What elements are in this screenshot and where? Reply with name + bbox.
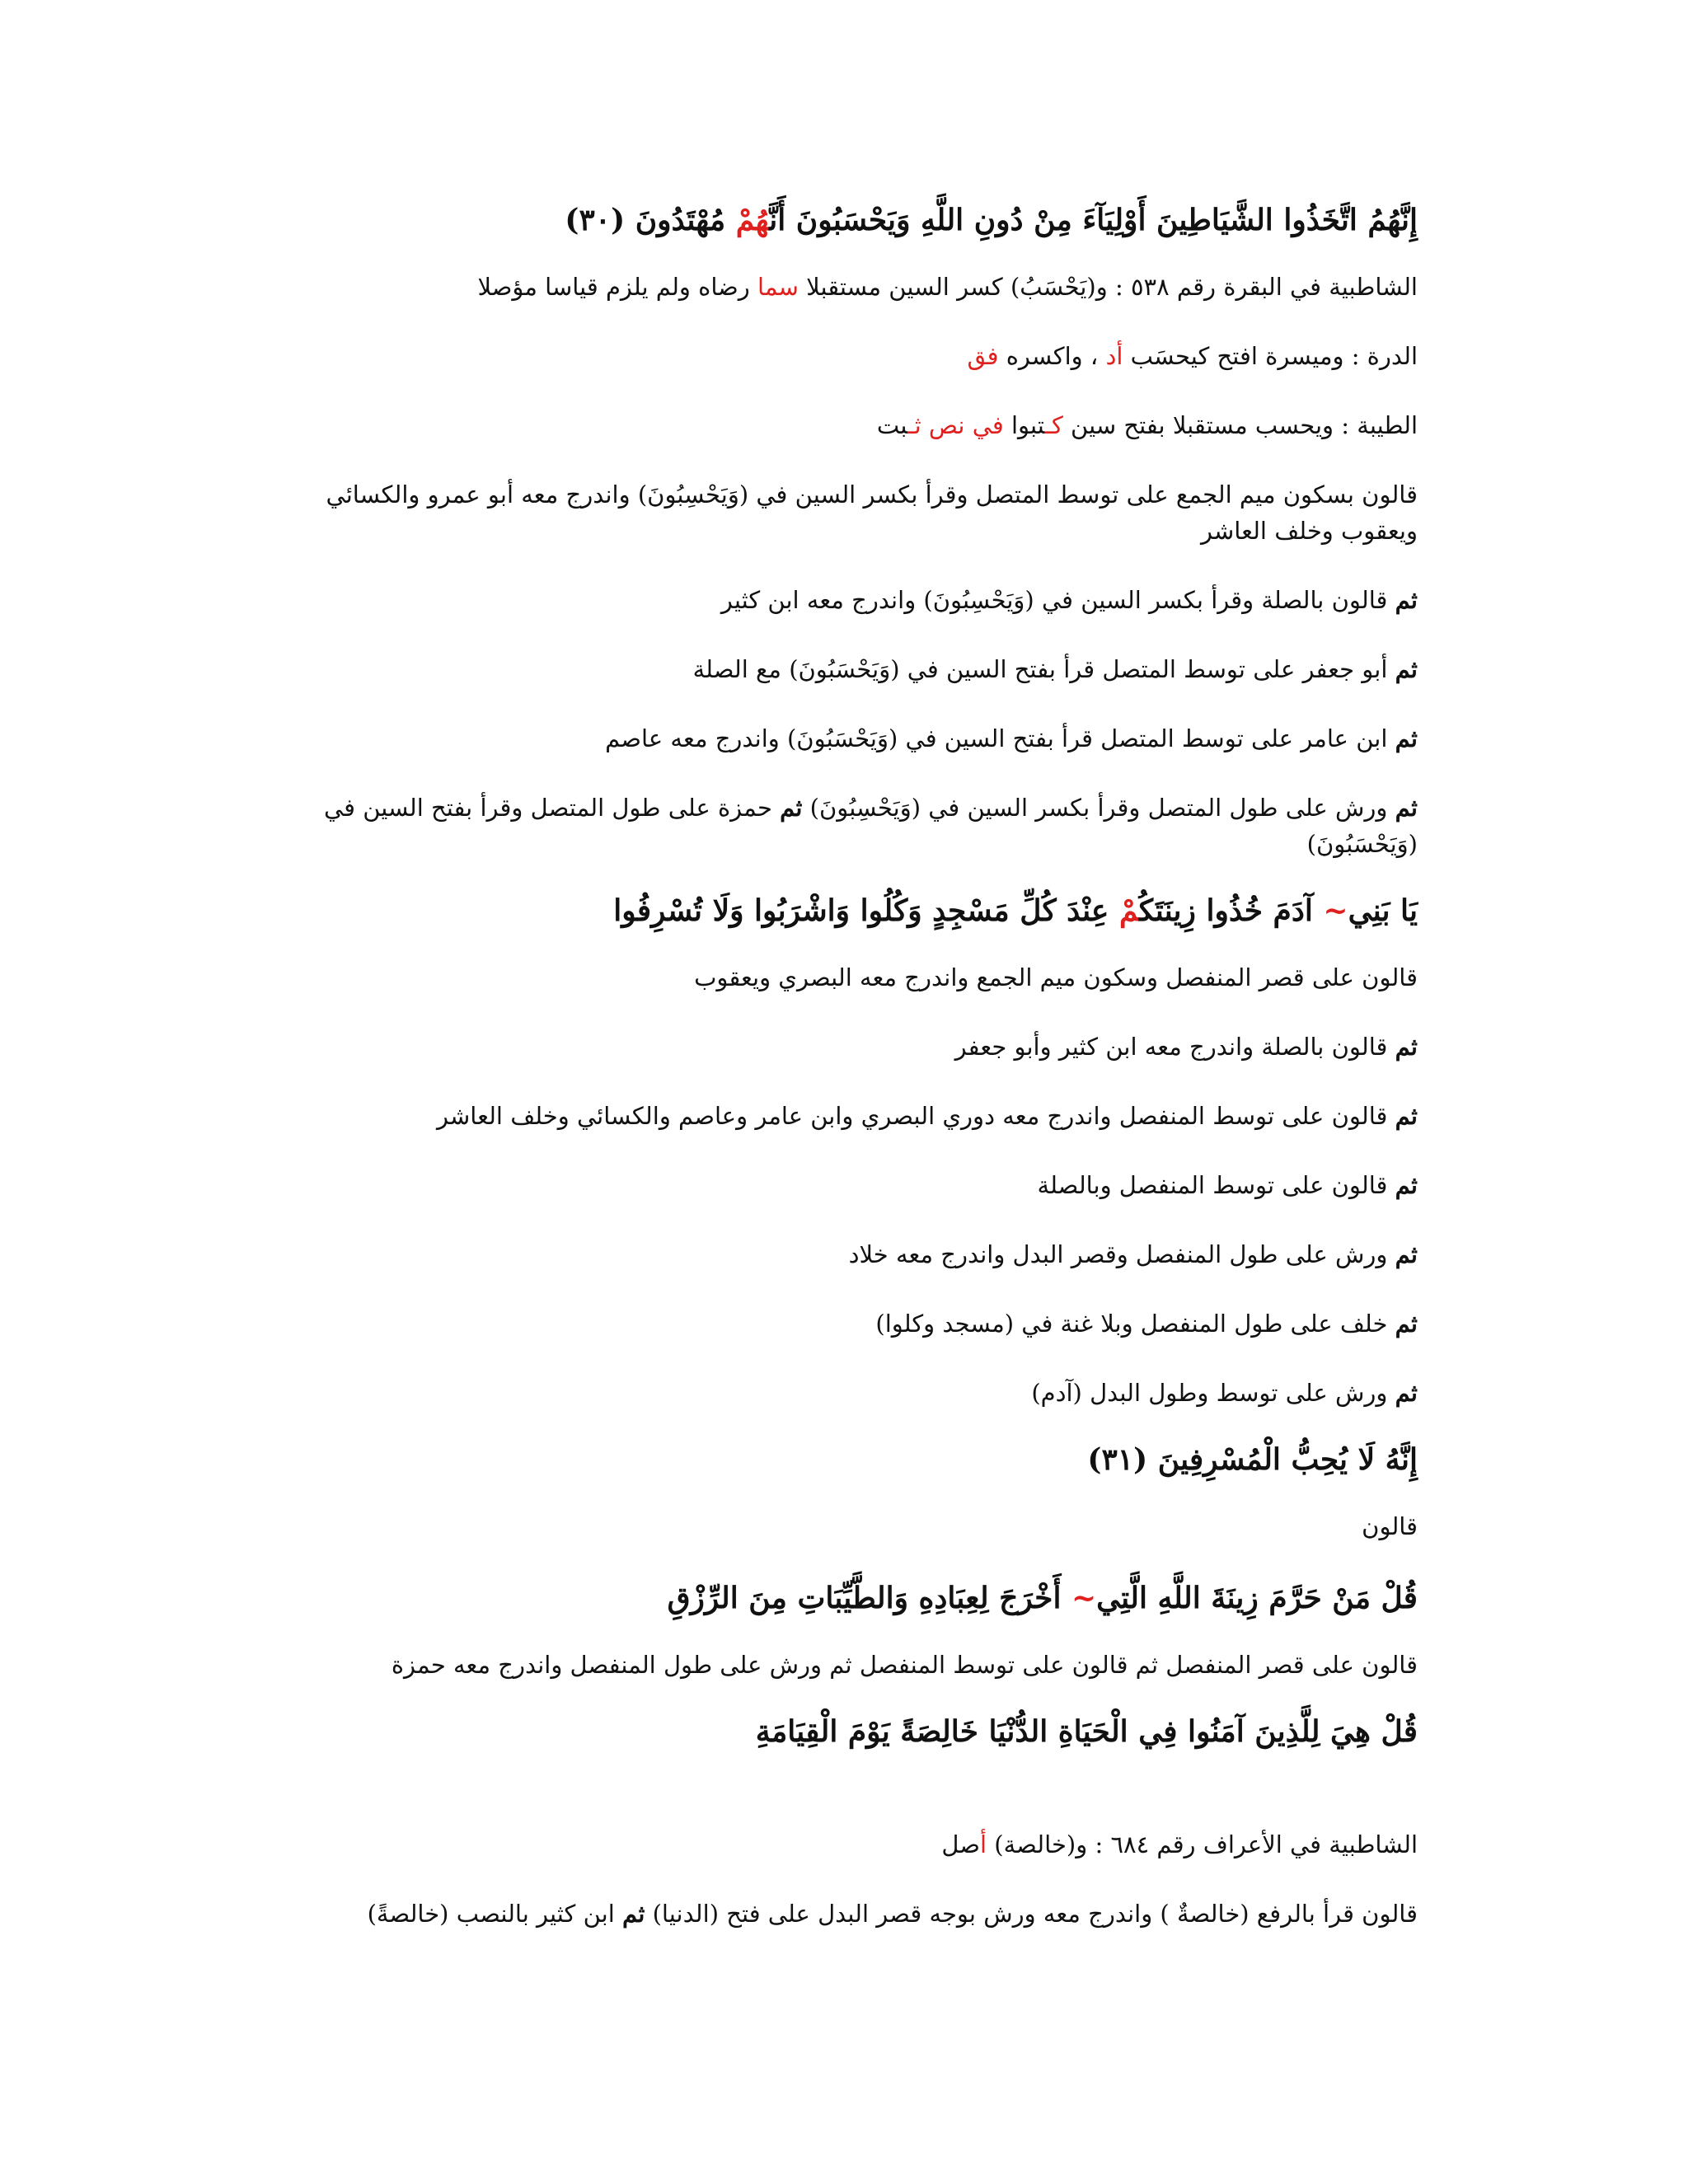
thumma-marker: ثم [1395, 1240, 1418, 1268]
shatibiyya-line [270, 1826, 1418, 1863]
text: حمزة على طول المتصل وقرأ بفتح السين في (وَيَحْسَبُونَ) [323, 794, 1418, 858]
madd-mark: ~ [1071, 1581, 1097, 1615]
reading-paragraph: قالون بسكون ميم الجمع على توسط المتصل وقرأ بكسر السين في (وَيَحْسِبُونَ) واندرج معه أبو عمرو والكسائي ويعقوب وخلف العاشر [326, 480, 1418, 545]
reading-line [270, 582, 1418, 618]
highlighted-word: هُمْ [735, 203, 770, 237]
thumma-marker: ثم [780, 794, 803, 822]
thumma-marker: ثم [1395, 1033, 1418, 1061]
verse-text: قُلْ مَنْ حَرَّمَ زِينَةَ اللَّهِ الَّتِي [1096, 1581, 1418, 1615]
verse-32-part2: قُلْ هِيَ لِلَّذِينَ آمَنُوا فِي الْحَيَاةِ الدُّنْيَا خَالِصَةً يَوْمَ الْقِيَامَةِ [755, 1714, 1418, 1749]
reading-line [270, 1896, 1418, 1932]
text: قالون بالصلة واندرج معه ابن كثير وأبو جعفر [954, 1033, 1395, 1061]
reading-line [270, 1375, 1418, 1411]
verse-text-end: مُهْتَدُونَ (٣٠) [565, 203, 736, 237]
reading-line: قالون على قصر المنفصل ثم قالون على توسط المنفصل ثم ورش على طول المنفصل واندرج معه حمزة [391, 1651, 1418, 1679]
verse-30 [270, 199, 1418, 241]
thumma-marker: ثم [622, 1900, 645, 1928]
reading-line [270, 1167, 1418, 1203]
text: ابن كثير بالنصب (خالصةً) [367, 1900, 623, 1928]
text: قالون قرأ بالرفع (خالصةٌ ) واندرج معه ورش بوجه قصر البدل على فتح (الدنيا) [645, 1900, 1418, 1928]
text: رضاه ولم يلزم قياسا مؤصلا [477, 273, 758, 301]
reading-line [270, 1098, 1418, 1134]
verse-text: آدَمَ خُذُوا زِينَتَكُ [1138, 893, 1324, 928]
text: ، واكسره [998, 342, 1106, 370]
highlighted-code: أ [980, 1830, 987, 1858]
text: أبو جعفر على توسط المتصل قرأ بفتح السين في (وَيَحْسَبُونَ) مع الصلة [692, 655, 1395, 683]
text: ورش على طول المتصل وقرأ بكسر السين في (وَيَحْسِبُونَ) [802, 794, 1395, 822]
thumma-marker: ثم [1395, 1310, 1418, 1338]
text: قالون بالصلة وقرأ بكسر السين في (وَيَحْسِبُونَ) واندرج معه ابن كثير [720, 586, 1395, 614]
thumma-marker: ثم [1395, 794, 1418, 822]
thumma-marker: ثم [1395, 1379, 1418, 1407]
reading-line [270, 790, 1418, 862]
verse-text: أَخْرَجَ لِعِبَادِهِ وَالطَّيِّبَاتِ مِنَ الرِّزْقِ [667, 1581, 1071, 1615]
text: الدرة : وميسرة افتح كيحسَب [1123, 342, 1418, 370]
verse-32-part [270, 1577, 1418, 1619]
highlighted-word: مْ [1118, 893, 1139, 928]
verse-text: إِنَّهُمُ اتَّخَذُوا الشَّيَاطِينَ أَوْلِيَآءَ مِنْ دُونِ اللَّهِ وَيَحْسَبُونَ أَنَّ [769, 203, 1418, 237]
reading-line [270, 651, 1418, 687]
text: الطيبة : ويحسب مستقبلا بفتح سين [1062, 411, 1418, 439]
text: ورش على توسط وطول البدل (آدم) [1031, 1379, 1395, 1407]
highlighted-code: في نص ثـ [907, 411, 1004, 439]
highlighted-code: أد [1105, 342, 1123, 370]
verse-text: يَا بَنِي [1348, 893, 1418, 928]
highlighted-code: فق [967, 342, 999, 370]
verse-text: عِنْدَ كُلِّ مَسْجِدٍ وَكُلُوا وَاشْرَبُوا وَلَا تُسْرِفُوا [613, 893, 1119, 928]
shatibiyya-line [270, 269, 1418, 305]
reading-line [270, 1305, 1418, 1342]
reading-line [270, 1236, 1418, 1272]
text: بت [876, 411, 908, 439]
thumma-marker: ثم [1395, 724, 1418, 752]
text: الشاطبية في الأعراف رقم ٦٨٤ : و(خالصة) [987, 1830, 1418, 1858]
text: تبوا [1003, 411, 1045, 439]
text: ابن عامر على توسط المتصل قرأ بفتح السين في (وَيَحْسَبُونَ) واندرج معه عاصم [605, 724, 1395, 752]
verse-31-part [270, 890, 1418, 931]
text: صل [941, 1830, 981, 1858]
thumma-marker: ثم [1395, 586, 1418, 614]
text: قالون على توسط المنفصل وبالصلة [1037, 1171, 1395, 1199]
thumma-marker: ثم [1395, 1171, 1418, 1199]
text: خلف على طول المنفصل وبلا غنة في (مسجد وكلوا) [875, 1310, 1395, 1338]
madd-mark: ~ [1323, 893, 1348, 928]
text: ورش على طول المنفصل وقصر البدل واندرج معه خلاد [848, 1240, 1395, 1268]
reading-line [270, 1029, 1418, 1065]
thumma-marker: ثم [1395, 1102, 1418, 1130]
reading-line [270, 720, 1418, 757]
reader-name: قالون [1362, 1512, 1418, 1540]
verse-31-end: إِنَّهُ لَا يُحِبُّ الْمُسْرِفِينَ (٣١) [1087, 1442, 1418, 1477]
text: الشاطبية في البقرة رقم ٥٣٨ : و(يَحْسَبُ) كسر السين مستقبلا [798, 273, 1418, 301]
tayyiba-line [270, 407, 1418, 443]
highlighted-code: كـ [1044, 411, 1063, 439]
durra-line [270, 338, 1418, 374]
reading-line: قالون على قصر المنفصل وسكون ميم الجمع واندرج معه البصري ويعقوب [694, 963, 1418, 991]
highlighted-code: سما [757, 273, 799, 301]
thumma-marker: ثم [1395, 655, 1418, 683]
text: قالون على توسط المنفصل واندرج معه دوري البصري وابن عامر وعاصم والكسائي وخلف العاشر [436, 1102, 1395, 1130]
